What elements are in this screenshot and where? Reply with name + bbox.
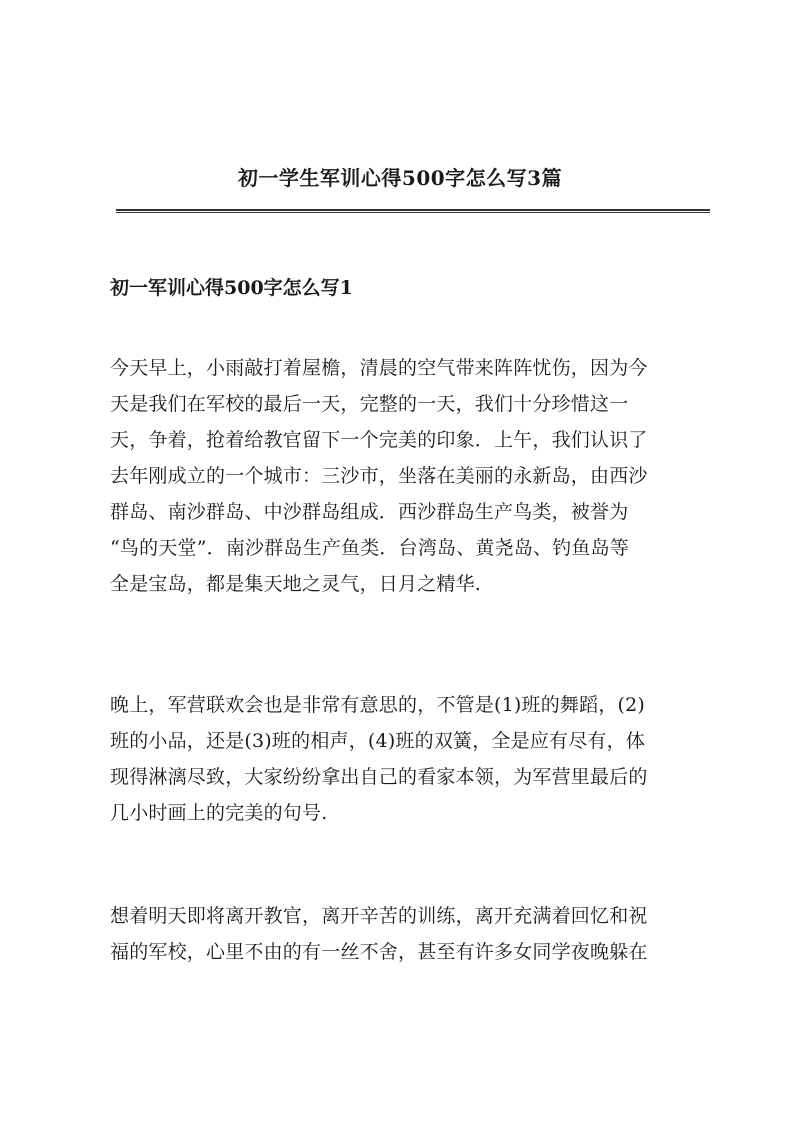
paragraph-line: 天，争着，抢着给教官留下一个完美的印象．上午，我们认识了 [110, 429, 648, 451]
paragraph-line: 全是宝岛，都是集天地之灵气，日月之精华. [110, 573, 482, 595]
paragraph-line: 想着明天即将离开教官，离开辛苦的训练，离开充满着回忆和祝 [110, 905, 648, 927]
paragraph-line: “鸟的天堂”．南沙群岛生产鱼类．台湾岛、黄尧岛、钓鱼岛等 [110, 537, 630, 559]
document-title: 初一学生军训心得500字怎么写3篇 [237, 166, 563, 190]
paragraph-line: 班的小品，还是(3)班的相声，(4)班的双簧，全是应有尽有，体 [110, 730, 646, 752]
paragraph-line: 天是我们在军校的最后一天，完整的一天，我们十分珍惜这一 [110, 393, 629, 415]
paragraph-2 [110, 687, 710, 831]
paragraph-line: 去年刚成立的一个城市：三沙市，坐落在美丽的永新岛，由西沙 [110, 465, 648, 487]
title-divider [116, 209, 710, 213]
paragraph-line: 群岛、南沙群岛、中沙群岛组成．西沙群岛生产鸟类，被誉为 [110, 501, 629, 523]
paragraph-3 [110, 898, 710, 970]
paragraph-line: 福的军校，心里不由的有一丝不舍，甚至有许多女同学夜晚躲在 [110, 941, 648, 963]
paragraph-line: 今天早上，小雨敲打着屋檐，清晨的空气带来阵阵忧伤，因为今 [110, 357, 648, 379]
paragraph-line: 现得淋漓尽致，大家纷纷拿出自己的看家本领，为军营里最后的 [110, 766, 648, 788]
paragraph-line: 晚上，军营联欢会也是非常有意思的，不管是(1)班的舞蹈，(2) [110, 694, 646, 716]
section-heading: 初一军训心得500字怎么写1 [110, 277, 353, 299]
paragraph-1 [110, 350, 710, 602]
paragraph-line: 几小时画上的完美的句号. [110, 802, 328, 824]
